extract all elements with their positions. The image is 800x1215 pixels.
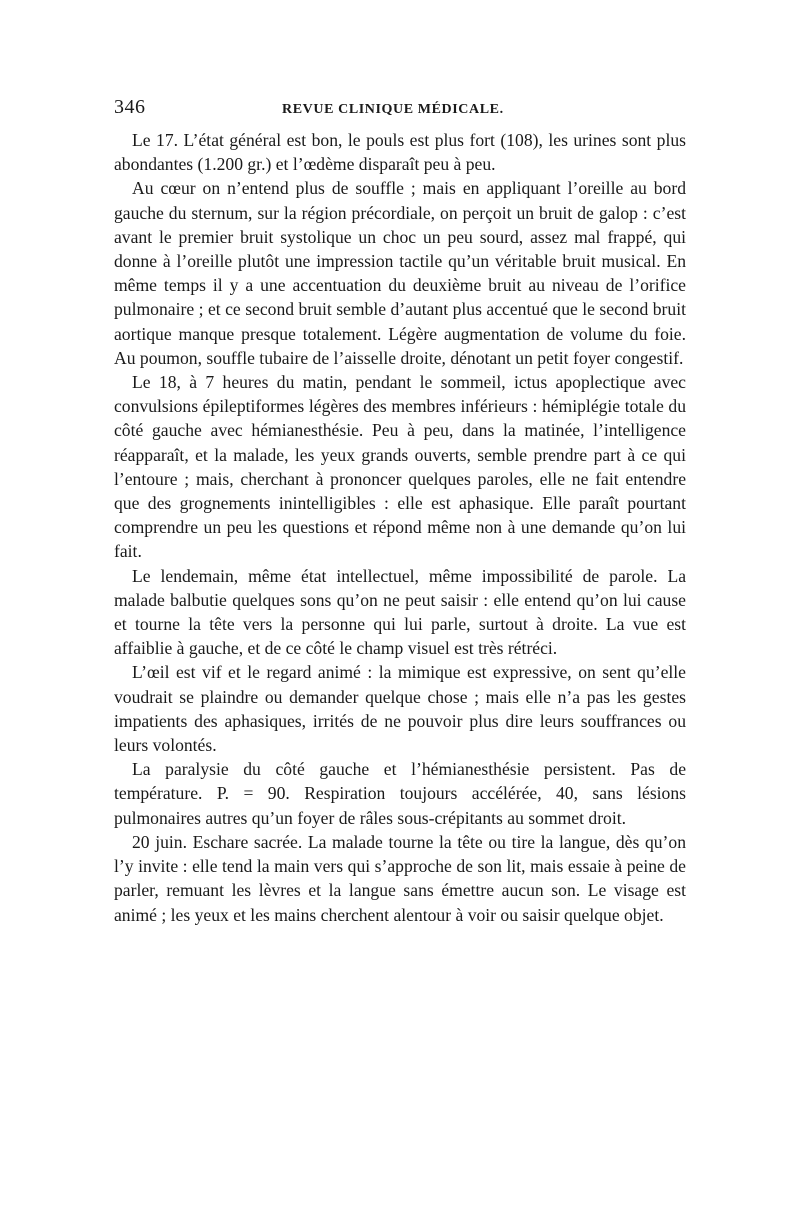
journal-title: REVUE CLINIQUE MÉDICALE. — [282, 102, 504, 117]
paragraph-next-day: Le lendemain, même état intellectuel, même impossibilité de parole. La malade balbutie quelques sons qu’on ne peut saisir : elle entend qu’on lui cause et tourne la tête vers la personne qui lui parle, surtout à droite. La vue est affaiblie à gauche, et de ce côté le champ visuel est très rétréci. — [114, 565, 686, 659]
page-number: 346 — [114, 96, 146, 118]
paragraph-paralysis: La paralysie du côté gauche et l’hémianesthésie persistent. Pas de température. P. = 90. Respiration toujours accélérée, 40, sans lésions pulmonaires autres qu’un foyer de râles sous-crépitants au sommet droit. — [114, 759, 686, 828]
paragraph-day-18-stroke: Le 18, à 7 heures du matin, pendant le sommeil, ictus apoplectique avec convulsions épileptiformes légères des membres inférieurs : hémiplégie totale du côté gauche avec hémianesthésie. Peu à peu, dans la matinée, l’intelligence réapparaît, et la malade, les yeux grands ouverts, semble prendre part à ce qui l’entoure ; mais, cherchant à prononcer quelques paroles, elle ne fait entendre que des grognements inintelligibles : elle est aphasique. Elle paraît pourtant comprendre un peu les questions et répond même non à une demande qu’on lui fait. — [114, 372, 686, 562]
paragraph-expression: L’œil est vif et le regard animé : la mimique est expressive, on sent qu’elle voudrait se plaindre ou demander quelque chose ; mais elle n’a pas les gestes impatients des aphasiques, irrités de ne pouvoir plus dire leurs souffrances ou leurs volontés. — [114, 662, 686, 756]
paragraph-cardiac-exam: Au cœur on n’entend plus de souffle ; mais en appliquant l’oreille au bord gauche du sternum, sur la région précordiale, on perçoit un bruit de galop : c’est avant le premier bruit systolique un choc un peu sourd, assez mal frappé, qui donne à l’oreille plutôt une impression tactile qu’un véritable bruit musical. En même temps il y a une accentuation du deuxième bruit au niveau de l’orifice pulmonaire ; et ce second bruit semble d’autant plus accentué que le second bruit aortique manque presque totalement. Légère augmentation de volume du foie. Au poumon, souffle tubaire de l’aisselle droite, dénotant un petit foyer congestif. — [114, 178, 686, 368]
book-page — [114, 96, 686, 927]
paragraph-day-17: Le 17. L’état général est bon, le pouls est plus fort (108), les urines sont plus abondantes (1.200 gr.) et l’œdème disparaît peu à peu. — [114, 130, 686, 175]
paragraph-june-20: 20 juin. Eschare sacrée. La malade tourne la tête ou tire la langue, dès qu’on l’y invite : elle tend la main vers qui s’approche de son lit, mais essaie à peine de parler, remuant les lèvres et la langue sans émettre aucun son. Le visage est animé ; les yeux et les mains cherchent alentour à voir ou saisir quelque objet. — [114, 831, 686, 925]
running-header — [114, 96, 686, 124]
